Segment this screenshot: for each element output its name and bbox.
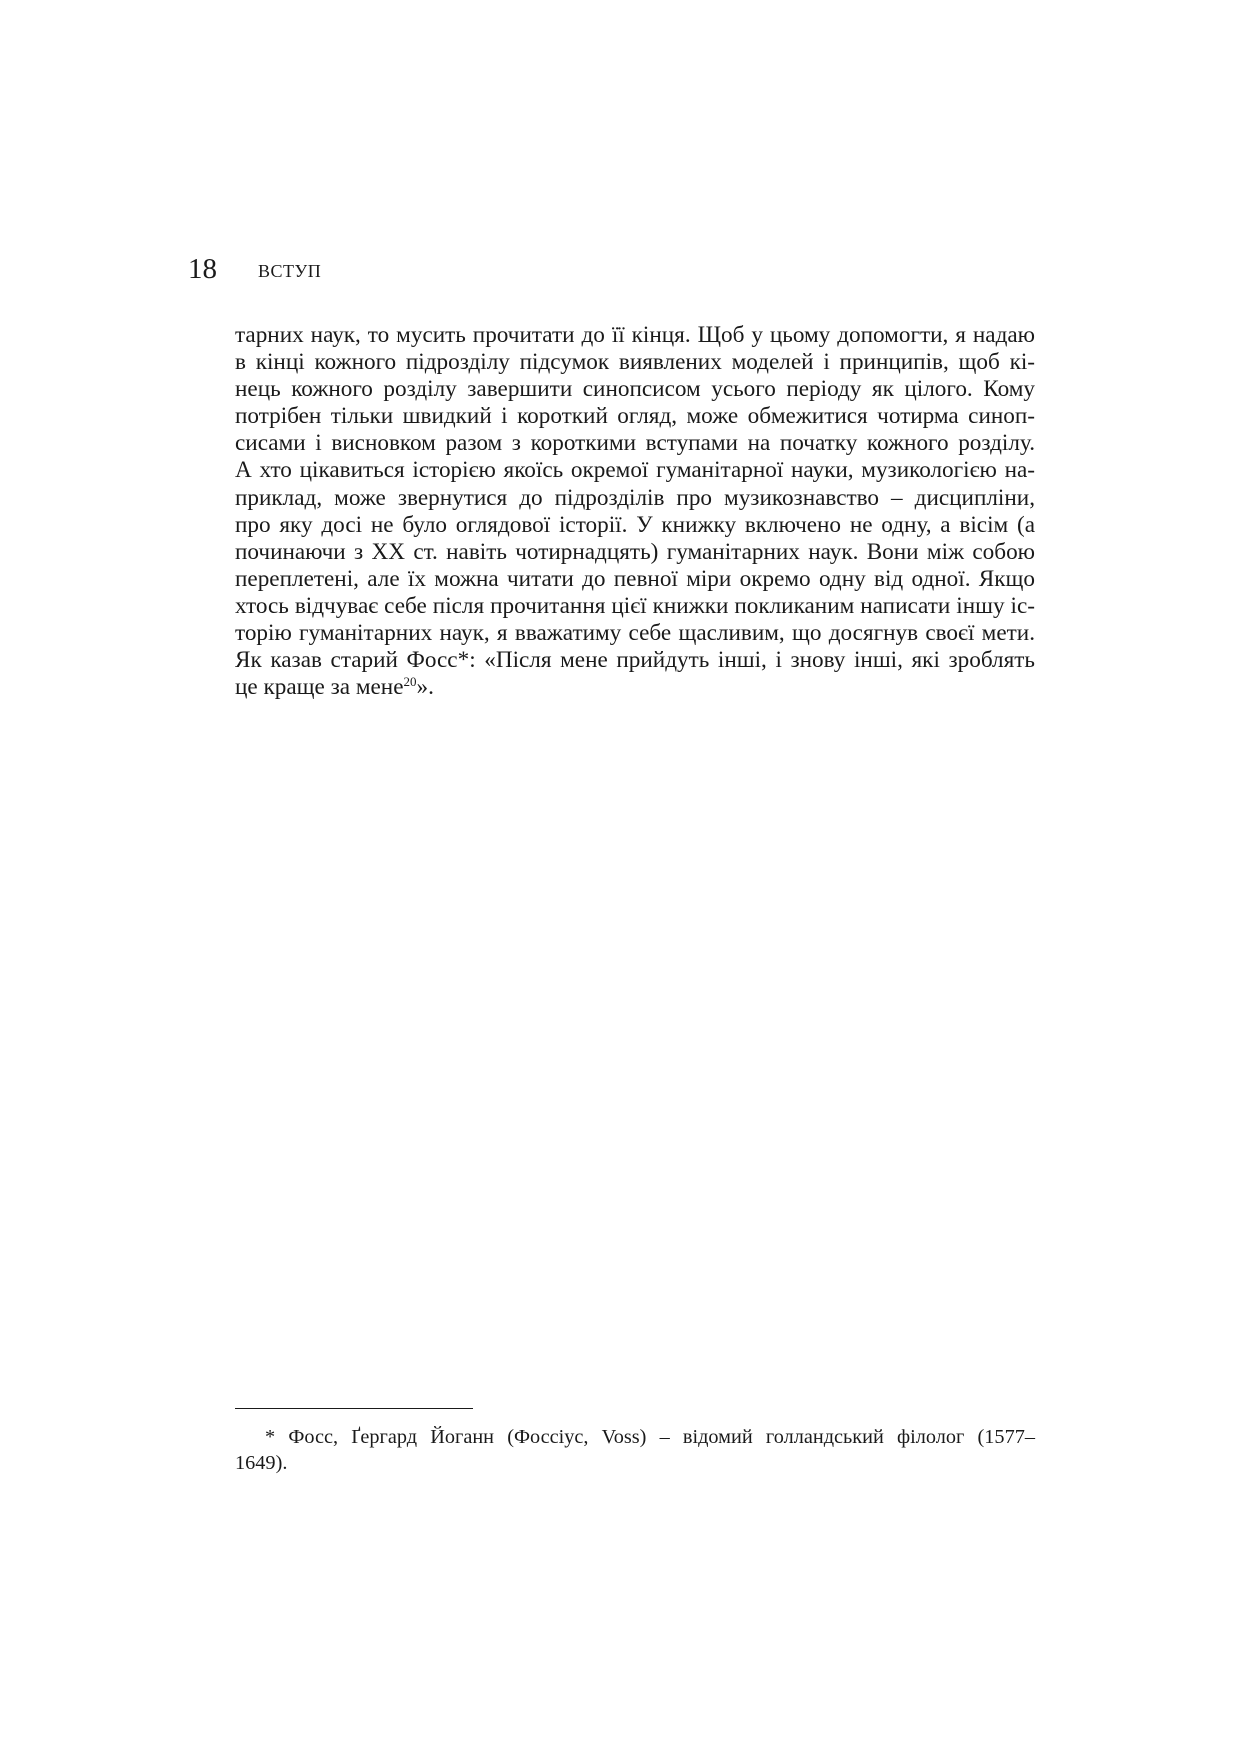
body-line: тарних наук, то мусить прочитати до її кінця. Щоб у цьому допомогти, я надаю <box>235 322 1035 348</box>
body-last-line <box>235 674 1035 701</box>
body-line: нець кожного розділу завершити синопсисом усього періоду як цілого. Кому <box>235 376 1035 403</box>
body-line: сисами і висновком разом з короткими вступами на початку кожного розділу. <box>235 430 1035 457</box>
running-head: ВСТУП <box>258 261 322 281</box>
body-line: починаючи з XX ст. навіть чотирнадцять) гуманітарних наук. Вони між собою <box>235 538 1035 565</box>
body-line: Як казав старий Фосс*: «Після мене прийдуть інші, і знову інші, які зроблять <box>235 647 1035 674</box>
body-paragraph <box>235 322 1035 701</box>
endnote-reference[interactable]: 20 <box>403 674 417 690</box>
footnote-line: * Фосс, Ґергард Йоганн (Фоссіус, Voss) – відомий голландський філолог (1577– <box>265 1426 1035 1448</box>
footnote <box>235 1424 1035 1476</box>
footnote-line: 1649). <box>235 1452 288 1474</box>
body-line: про яку досі не було оглядової історії. У книжку включено не одну, а вісім (а <box>235 511 1035 538</box>
body-line: приклад, може звернутися до підрозділів про музикознавство – дисципліни, <box>235 484 1035 511</box>
body-line: А хто цікавиться історією якоїсь окремої гуманітарної науки, музикологією на- <box>235 457 1035 484</box>
body-line: в кінці кожного підрозділу підсумок виявлених моделей і принципів, щоб кі- <box>235 349 1035 376</box>
body-last-line-end: ». <box>416 674 434 701</box>
body-last-line-text: це краще за мене <box>235 674 404 701</box>
body-line: торію гуманітарних наук, я вважатиму себе щасливим, що досягнув своєї мети. <box>235 620 1035 647</box>
body-line: потрібен тільки швидкий і короткий огляд, може обмежитися чотирма синоп- <box>235 403 1035 430</box>
page-header <box>188 252 1088 292</box>
body-line: хтось відчуває себе після прочитання цієї книжки покликаним написати іншу іс- <box>235 592 1035 619</box>
footnote-divider <box>235 1408 473 1409</box>
page-number: 18 <box>188 253 217 285</box>
body-line: переплетені, але їх можна читати до певної міри окремо одну від одної. Якщо <box>235 565 1035 592</box>
